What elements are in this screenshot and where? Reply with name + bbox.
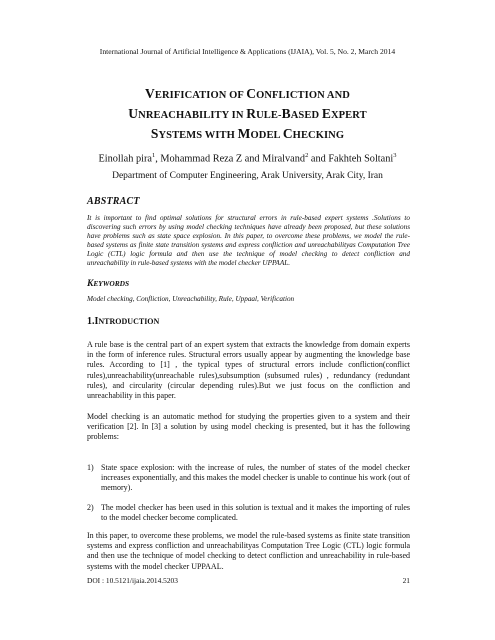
author-list: Einollah pira$^1$, Mohammad Reza Z and Miralvand$^2$ and Fakhteh Soltani$^3$	[98, 152, 397, 165]
abstract-heading: ABSTRACT	[87, 196, 140, 207]
list-item-text: The model checker has been used in this solution is textual and it makes the importing of rules to the model checker become complicated.	[101, 503, 410, 523]
paper-title	[60, 85, 435, 145]
list-item-number: 1)	[87, 463, 94, 472]
page-number: 21	[402, 576, 410, 585]
title-line-1: VERIFICATION OF CONFLICTION AND	[145, 86, 350, 101]
footer-doi: DOI : 10.5121/ijaia.2014.5203	[87, 576, 178, 585]
title-line-3: SYSTEMS WITH MODEL CHECKING	[150, 126, 345, 141]
affiliation: Department of Computer Engineering, Arak University, Arak City, Iran	[112, 171, 383, 181]
title-line-2: UNREACHABILITY IN RULE-BASED EXPERT	[128, 106, 367, 121]
list-item-text: State space explosion: with the increase of rules, the number of states of the model checker increases exponentially, and this makes the model checker is unable to continue his work (out of memory).	[101, 463, 410, 493]
keywords-heading: KEYWORDS	[87, 279, 130, 289]
list-item-number: 2)	[87, 503, 94, 512]
intro-paragraph-2: Model checking is an automatic method for studying the properties given to a system and their verification [2]. In [3] a solution by using model checking is presented, but it has the following problems:	[87, 412, 410, 442]
journal-header: International Journal of Artificial Intelligence & Applications (IJAIA), Vol. 5, No. 2, March 2014	[99, 47, 396, 56]
abstract-text: It is important to find optimal solutions for structural errors in rule-based expert systems .Solutions to discovering such errors by using model checking techniques have already been proposed, but these solutions have problems such as state space explosion. In this paper, to overcome these problems, we model the rule-based systems as finite state transition systems and express confliction and unreachabilityas Computation Tree Logic (CTL) logic formula and then use the technique of model checking to detect confliction and unreachability in rule-based systems with the model checker UPPAAL.	[87, 214, 410, 267]
intro-paragraph-1: A rule base is the central part of an expert system that extracts the knowledge from domain experts in the form of inference rules. Structural errors usually appear by augmenting the knowledge base rules. According to [1] , the typical types of structural errors include confliction(conflict rules),unreachability(unreachable rules),subsumption (subsumed rules) , redundancy (redundant rules), and circularity (circular depending rules).But we just focus on the confliction and unreachability in this paper.	[87, 340, 410, 401]
intro-paragraph-3: In this paper, to overcome these problems, we model the rule-based systems as finite state transition systems and express confliction and unreachabilityas Computation Tree Logic (CTL) logic formula and then use the technique of model checking to detect confliction and unreachability in rule-based systems with the model checker UPPAAL.	[87, 531, 410, 571]
keywords-text: Model checking, Confliction, Unreachability, Rule, Uppaal, Verification	[87, 295, 295, 303]
section-heading-introduction: 1.INTRODUCTION	[87, 316, 160, 327]
